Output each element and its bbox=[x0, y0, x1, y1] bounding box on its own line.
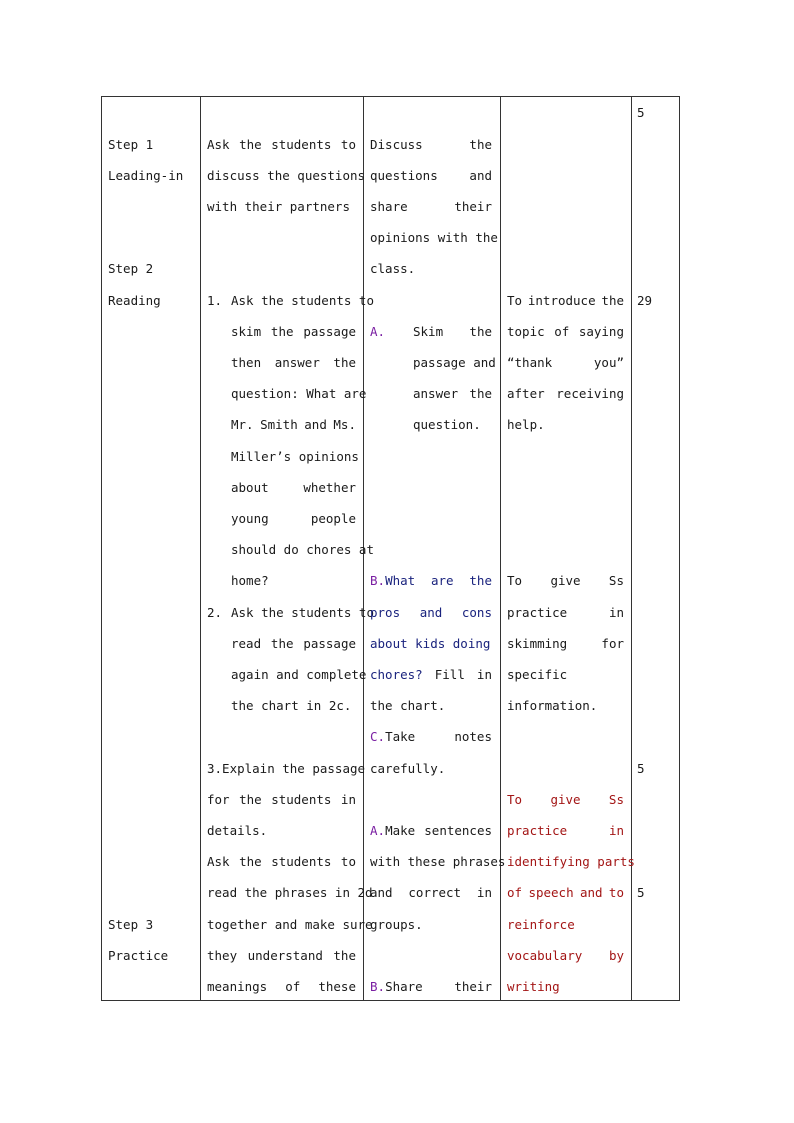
teacher-line: skim the passage bbox=[231, 324, 356, 339]
student-line: Skim the bbox=[413, 324, 492, 339]
student-line: answer the bbox=[413, 386, 492, 401]
list-number: 2. bbox=[207, 605, 223, 620]
time-minutes: 5 bbox=[637, 105, 645, 120]
teacher-line: young people bbox=[231, 511, 356, 526]
student-line: A.Make sentences bbox=[370, 823, 492, 838]
teacher-line: read the phrases in 2d bbox=[207, 885, 373, 900]
time-minutes: 5 bbox=[637, 885, 645, 900]
student-line: share their bbox=[370, 199, 492, 214]
step-3-name: Practice bbox=[108, 948, 169, 963]
teacher-line: the chart in 2c. bbox=[231, 698, 352, 713]
purpose-line: topic of saying bbox=[507, 324, 624, 339]
purpose-line: information. bbox=[507, 698, 598, 713]
student-line: C.Take notes bbox=[370, 729, 492, 744]
student-line: passage and bbox=[413, 355, 496, 370]
purpose-line: To give Ss bbox=[507, 792, 624, 807]
student-line: about kids doing bbox=[370, 636, 491, 651]
list-number: 1. bbox=[207, 293, 223, 308]
teacher-line: read the passage bbox=[231, 636, 356, 651]
activity-marker: A. bbox=[370, 324, 386, 339]
teacher-line: together and make sure bbox=[207, 917, 373, 932]
teacher-line: then answer the bbox=[231, 355, 356, 370]
student-line: B.What are the bbox=[370, 573, 492, 588]
purpose-line: reinforce bbox=[507, 917, 575, 932]
student-line: question. bbox=[413, 417, 481, 432]
teacher-line: 3.Explain the passage bbox=[207, 761, 366, 776]
teacher-line: with their partners bbox=[207, 199, 350, 214]
teacher-line: they understand the bbox=[207, 948, 356, 963]
student-line: and correct in bbox=[370, 885, 492, 900]
student-line: B.Share their bbox=[370, 979, 492, 994]
student-line: Discuss the bbox=[370, 137, 492, 152]
student-line: opinions with the bbox=[370, 230, 498, 245]
column-divider bbox=[200, 97, 201, 1000]
teacher-line: Miller’s opinions bbox=[231, 449, 359, 464]
purpose-line: To give Ss bbox=[507, 573, 624, 588]
teacher-line: for the students in bbox=[207, 792, 356, 807]
purpose-line: identifying parts bbox=[507, 854, 635, 869]
student-line: questions and bbox=[370, 168, 492, 183]
student-line: with these phrases bbox=[370, 854, 506, 869]
step-1-name: Leading-in bbox=[108, 168, 184, 183]
teacher-line: should do chores at bbox=[231, 542, 374, 557]
teacher-line: discuss the questions bbox=[207, 168, 366, 183]
purpose-line: writing bbox=[507, 979, 560, 994]
step-1-label: Step 1 bbox=[108, 137, 154, 152]
purpose-line: help. bbox=[507, 417, 545, 432]
teacher-line: home? bbox=[231, 573, 269, 588]
purpose-line: practice in bbox=[507, 605, 624, 620]
teacher-line: Mr. Smith and Ms. bbox=[231, 417, 356, 432]
time-minutes: 29 bbox=[637, 293, 653, 308]
activity-marker: C. bbox=[370, 729, 386, 744]
purpose-line: “thank you” bbox=[507, 355, 624, 370]
step-3-label: Step 3 bbox=[108, 917, 154, 932]
activity-marker: B. bbox=[370, 979, 386, 994]
teacher-line: about whether bbox=[231, 480, 356, 495]
time-minutes: 5 bbox=[637, 761, 645, 776]
purpose-line: specific bbox=[507, 667, 568, 682]
teacher-line: question: What are bbox=[231, 386, 367, 401]
purpose-line: vocabulary by bbox=[507, 948, 624, 963]
teacher-line: Ask the students to bbox=[231, 293, 374, 308]
teacher-line: Ask the students to bbox=[207, 854, 356, 869]
purpose-line: of speech and to bbox=[507, 885, 624, 900]
teacher-line: Ask the students to bbox=[207, 137, 356, 152]
student-line: chores? Fill in bbox=[370, 667, 492, 682]
step-2-label: Step 2 bbox=[108, 261, 154, 276]
teacher-line: meanings of these bbox=[207, 979, 356, 994]
purpose-line: skimming for bbox=[507, 636, 624, 651]
purpose-line: practice in bbox=[507, 823, 624, 838]
step-2-name: Reading bbox=[108, 293, 161, 308]
student-line: carefully. bbox=[370, 761, 446, 776]
purpose-line: To introduce the bbox=[507, 293, 624, 308]
teacher-line: again and complete bbox=[231, 667, 367, 682]
teacher-line: details. bbox=[207, 823, 268, 838]
activity-marker: A. bbox=[370, 823, 386, 838]
purpose-line: after receiving bbox=[507, 386, 624, 401]
student-line: the chart. bbox=[370, 698, 446, 713]
student-line: groups. bbox=[370, 917, 423, 932]
activity-marker: B. bbox=[370, 573, 386, 588]
teacher-line: Ask the students to bbox=[231, 605, 374, 620]
student-line: pros and cons bbox=[370, 605, 492, 620]
student-line: class. bbox=[370, 261, 416, 276]
